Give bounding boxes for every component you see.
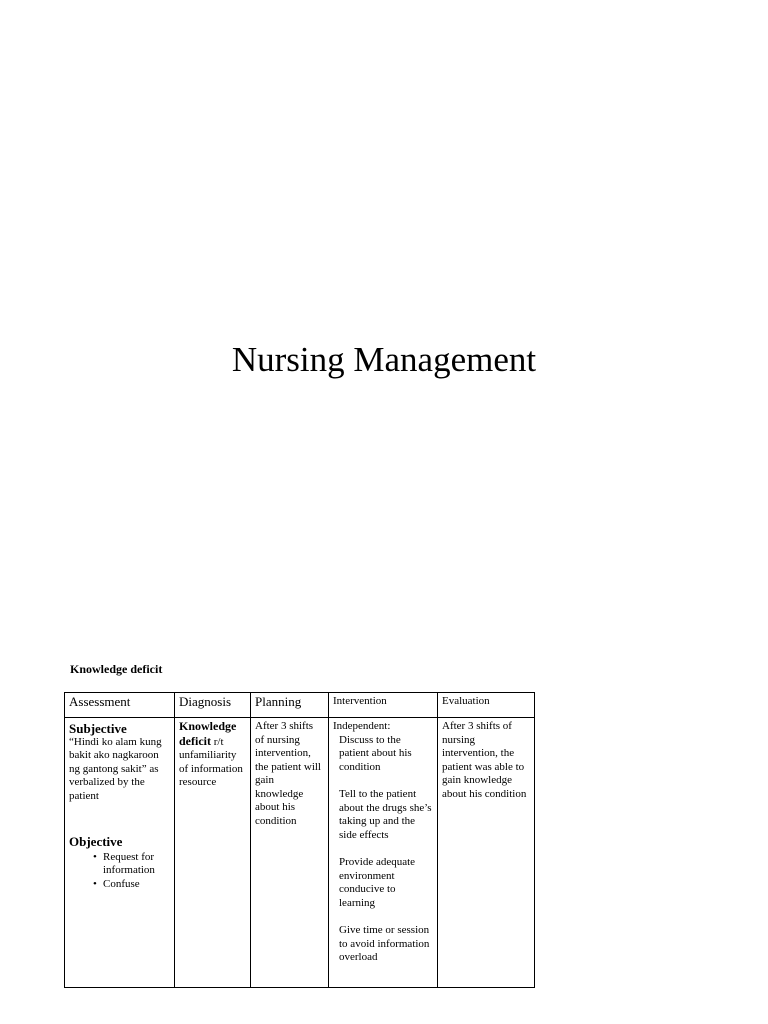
- header-planning: Planning: [251, 693, 329, 718]
- subjective-label: Subjective: [69, 721, 127, 736]
- nursing-care-plan-table: [64, 692, 535, 988]
- header-intervention: Intervention: [329, 693, 438, 718]
- evaluation-cell: After 3 shifts of nursing intervention, the patient was able to gain knowledge about his condition: [438, 718, 535, 988]
- objective-label: Objective: [69, 834, 123, 849]
- header-diagnosis: Diagnosis: [175, 693, 251, 718]
- diagnosis-rest: r/t unfamiliarity of information resource: [179, 735, 243, 788]
- intervention-item: Discuss to the patient about his condition: [339, 733, 412, 773]
- diagnosis-bold: Knowledge deficit: [179, 719, 237, 748]
- subjective-text: “Hindi ko alam kung bakit ako nagkaroon ng gantong sakit” as verbalized by the patient: [69, 735, 162, 802]
- list-item: • Confuse: [93, 878, 170, 892]
- page-title: Nursing Management: [231, 340, 537, 379]
- section-title: Knowledge deficit: [70, 662, 163, 676]
- table-row: [65, 718, 535, 988]
- intervention-item: Tell to the patient about the drugs she’s taking up and the side effects: [339, 788, 432, 841]
- objective-list: [69, 851, 170, 892]
- list-item: • Request for information: [93, 851, 170, 878]
- assessment-cell: [65, 718, 175, 988]
- intervention-item: Provide adequate environment conducive to learning: [339, 856, 416, 909]
- intervention-item: Give time or session to avoid information overload: [339, 924, 430, 963]
- table-header-row: [65, 693, 535, 718]
- diagnosis-cell: [175, 718, 251, 988]
- planning-cell: After 3 shifts of nursing intervention, the patient will gain knowledge about his condition: [251, 718, 329, 988]
- intervention-label: Independent:: [333, 720, 391, 732]
- header-evaluation: Evaluation: [438, 693, 535, 718]
- header-assessment: Assessment: [65, 693, 175, 718]
- intervention-cell: [329, 718, 438, 988]
